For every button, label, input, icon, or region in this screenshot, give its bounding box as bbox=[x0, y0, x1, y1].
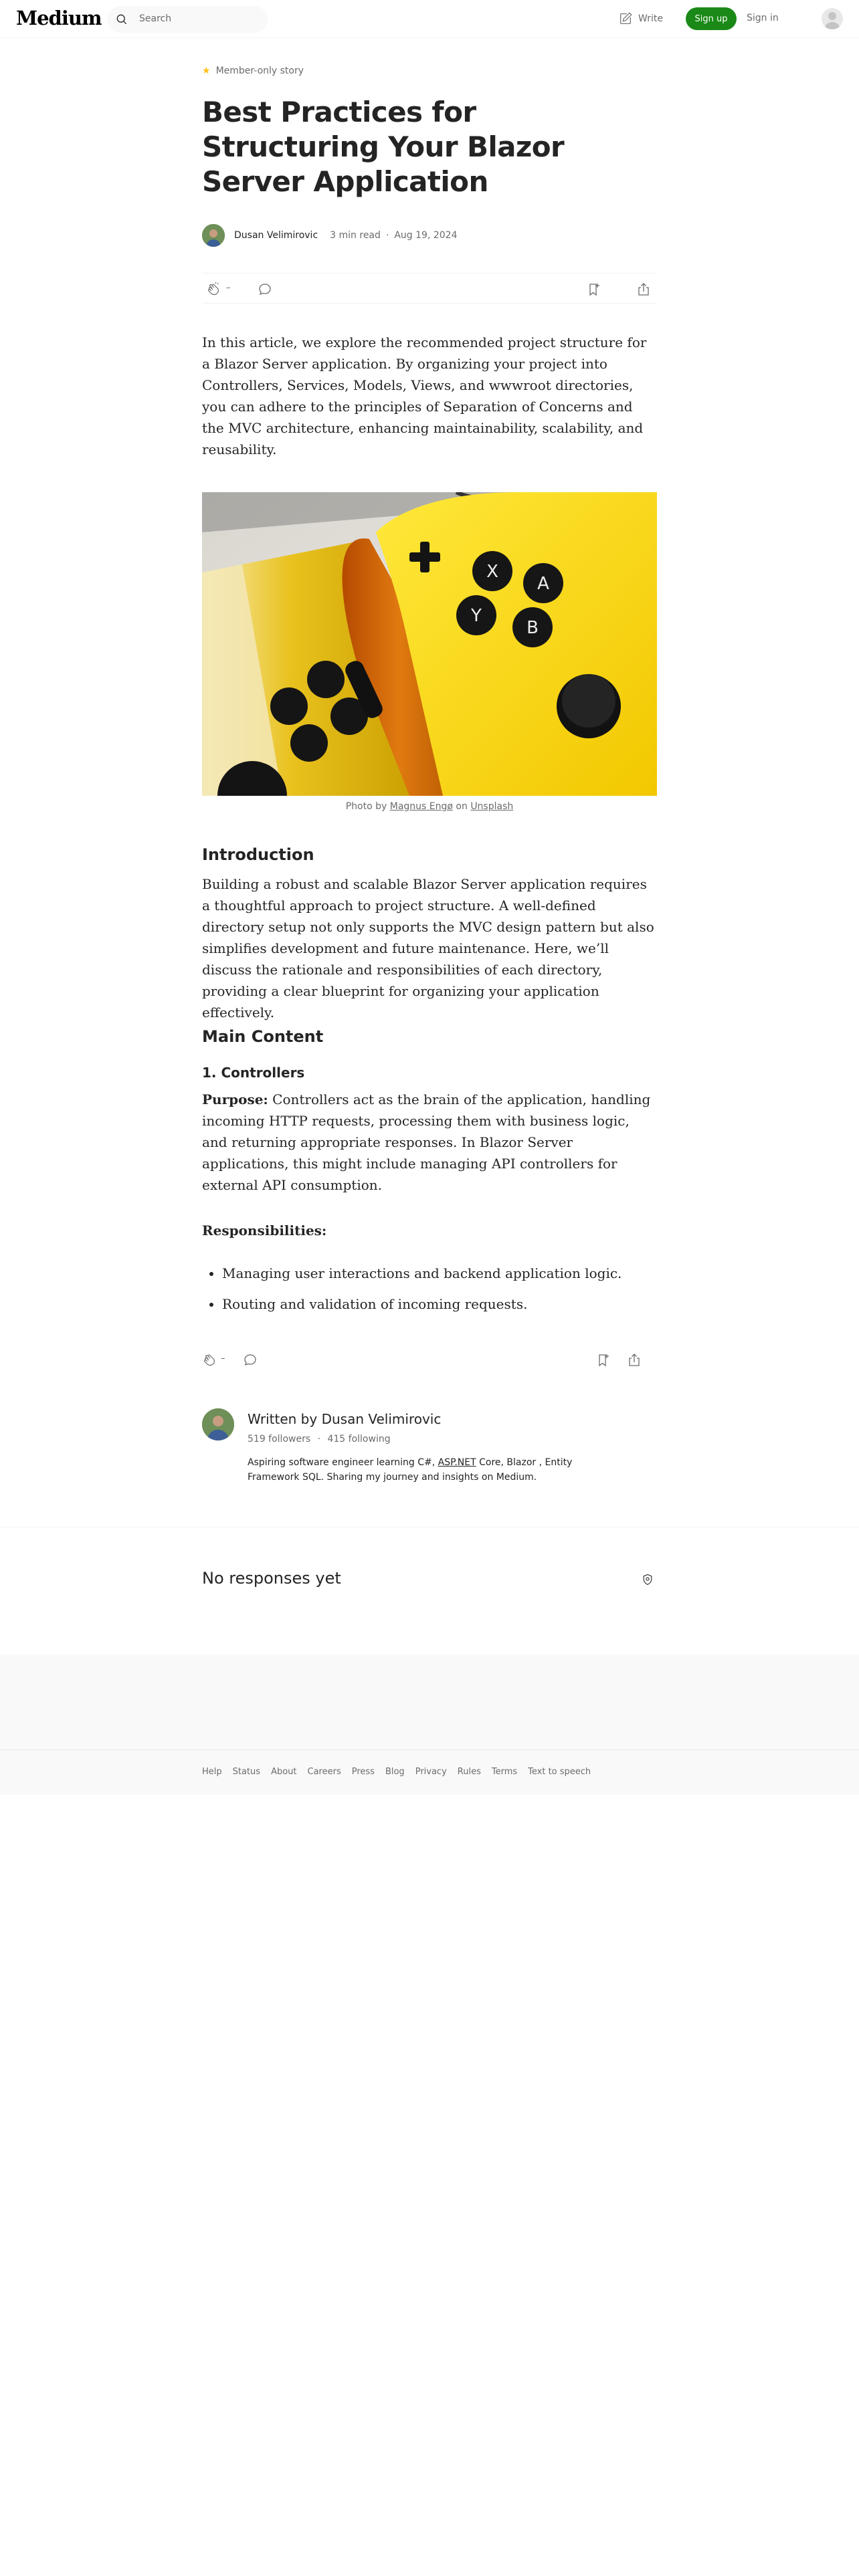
responses-title: No responses yet bbox=[202, 1569, 341, 1588]
svg-text:X: X bbox=[486, 562, 498, 582]
footer-link-text-to-speech[interactable]: Text to speech bbox=[528, 1767, 591, 1777]
list-item: • Managing user interactions and backend application logic. bbox=[222, 1263, 657, 1284]
controllers-heading: 1. Controllers bbox=[202, 1065, 305, 1081]
footer-link-terms[interactable]: Terms bbox=[491, 1767, 518, 1777]
unsplash-link[interactable]: Unsplash bbox=[470, 801, 514, 812]
footer-link-press[interactable]: Press bbox=[351, 1767, 375, 1777]
star-icon: ★ bbox=[202, 66, 211, 76]
footer-links bbox=[202, 1767, 591, 1777]
clap-icon[interactable] bbox=[202, 1352, 218, 1368]
footer-link-blog[interactable]: Blog bbox=[385, 1767, 405, 1777]
sign-in-link[interactable]: Sign in bbox=[747, 13, 779, 23]
svg-text:Y: Y bbox=[471, 606, 482, 626]
footer-link-rules[interactable]: Rules bbox=[457, 1767, 481, 1777]
byline bbox=[202, 223, 657, 247]
introduction-paragraph: Building a robust and scalable Blazor Server application requires a thoughtful approach to project structure. A well-defined directory setup not only supports the MVC design pattern but also simplifies development and future maintenance. Here, we’ll discuss the rationale and responsibilities of each directory, providing a clear blueprint for organizing your application effectively. bbox=[202, 876, 654, 1021]
top-navigation-bar bbox=[0, 0, 859, 38]
bio-text-2: Core, Blazor , Entity Framework SQL. Sharing my journey and insights on Medium. bbox=[248, 1457, 573, 1483]
purpose-label: Purpose: bbox=[202, 1091, 268, 1107]
member-only-badge bbox=[202, 59, 657, 83]
footer-link-about[interactable]: About bbox=[271, 1767, 297, 1777]
search-icon bbox=[115, 13, 128, 26]
purpose-text: Controllers act as the brain of the application, handling incoming HTTP requests, processing them with business logic, and returning appropriate responses. In Blazor Server applications, this might include managing API controllers for external API consumption. bbox=[202, 1091, 651, 1193]
written-by-title[interactable]: Written by Dusan Velimirovic bbox=[248, 1411, 442, 1427]
caption-prefix: Photo by bbox=[345, 801, 390, 812]
responsibilities-label: Responsibilities: bbox=[202, 1222, 327, 1239]
author-avatar[interactable] bbox=[202, 1408, 234, 1440]
article-action-bar bbox=[202, 273, 657, 304]
footer-link-help[interactable]: Help bbox=[202, 1767, 222, 1777]
svg-text:A: A bbox=[537, 574, 549, 594]
image-caption bbox=[202, 801, 657, 812]
separator-dot: · bbox=[317, 1434, 321, 1444]
sign-up-button[interactable]: Sign up bbox=[686, 7, 737, 30]
clap-icon[interactable] bbox=[206, 282, 222, 298]
write-icon bbox=[618, 11, 633, 26]
bookmark-icon[interactable] bbox=[586, 282, 602, 298]
follow-stats bbox=[248, 1434, 391, 1444]
member-only-label: Member-only story bbox=[215, 66, 304, 76]
bottom-action-bar bbox=[202, 1350, 657, 1372]
article-title: Best Practices for Structuring Your Blazor Server Application bbox=[202, 96, 565, 198]
footer-link-status[interactable]: Status bbox=[232, 1767, 261, 1777]
caption-middle: on bbox=[452, 801, 471, 812]
separator-dot: · bbox=[385, 230, 389, 241]
nintendo-joycon-photo bbox=[202, 492, 657, 796]
bio-text-1: Aspiring software engineer learning C#, bbox=[248, 1457, 438, 1468]
purpose-paragraph bbox=[202, 1089, 657, 1196]
svg-text:B: B bbox=[527, 618, 539, 638]
shield-icon[interactable] bbox=[641, 1573, 654, 1586]
footer-link-privacy[interactable]: Privacy bbox=[415, 1767, 447, 1777]
share-icon[interactable] bbox=[626, 1352, 642, 1368]
clap-count: – bbox=[226, 283, 231, 293]
user-avatar[interactable] bbox=[822, 8, 843, 29]
read-time: 3 min read bbox=[330, 230, 381, 241]
bookmark-icon[interactable] bbox=[595, 1352, 611, 1368]
author-avatar[interactable] bbox=[202, 224, 225, 247]
main-content-heading: Main Content bbox=[202, 1027, 324, 1046]
write-button[interactable] bbox=[618, 11, 663, 27]
comment-icon[interactable] bbox=[257, 282, 273, 298]
write-label: Write bbox=[638, 13, 663, 24]
intro-paragraph: In this article, we explore the recommended project structure for a Blazor Server application. By organizing your project into Controllers, Services, Models, Views, and wwwroot directories, you can adhere to the principles of Separation of Concerns and the MVC architecture, enhancing maintainability, scalability, and reusability. bbox=[202, 334, 647, 457]
list-item: • Routing and validation of incoming requests. bbox=[222, 1293, 657, 1315]
footer-divider bbox=[0, 1749, 859, 1750]
publish-date: Aug 19, 2024 bbox=[394, 230, 458, 241]
footer-link-careers[interactable]: Careers bbox=[307, 1767, 341, 1777]
following-count[interactable]: 415 following bbox=[327, 1434, 391, 1444]
followers-count[interactable]: 519 followers bbox=[248, 1434, 311, 1444]
responsibilities-list bbox=[202, 1263, 657, 1324]
author-photo bbox=[202, 1408, 234, 1440]
author-bio bbox=[248, 1455, 595, 1485]
photographer-link[interactable]: Magnus Engø bbox=[389, 801, 453, 812]
clap-count: – bbox=[221, 1354, 225, 1364]
user-icon bbox=[822, 8, 843, 29]
hero-image bbox=[202, 492, 657, 796]
share-icon[interactable] bbox=[636, 282, 652, 298]
search-box[interactable] bbox=[107, 6, 268, 33]
introduction-heading: Introduction bbox=[202, 845, 314, 864]
medium-logo[interactable]: Medium bbox=[16, 7, 102, 29]
comment-icon[interactable] bbox=[242, 1352, 258, 1368]
aspnet-link[interactable]: ASP.NET bbox=[438, 1457, 476, 1468]
author-photo bbox=[202, 224, 225, 247]
search-input[interactable]: Search bbox=[139, 13, 172, 24]
author-name[interactable]: Dusan Velimirovic bbox=[234, 230, 318, 241]
